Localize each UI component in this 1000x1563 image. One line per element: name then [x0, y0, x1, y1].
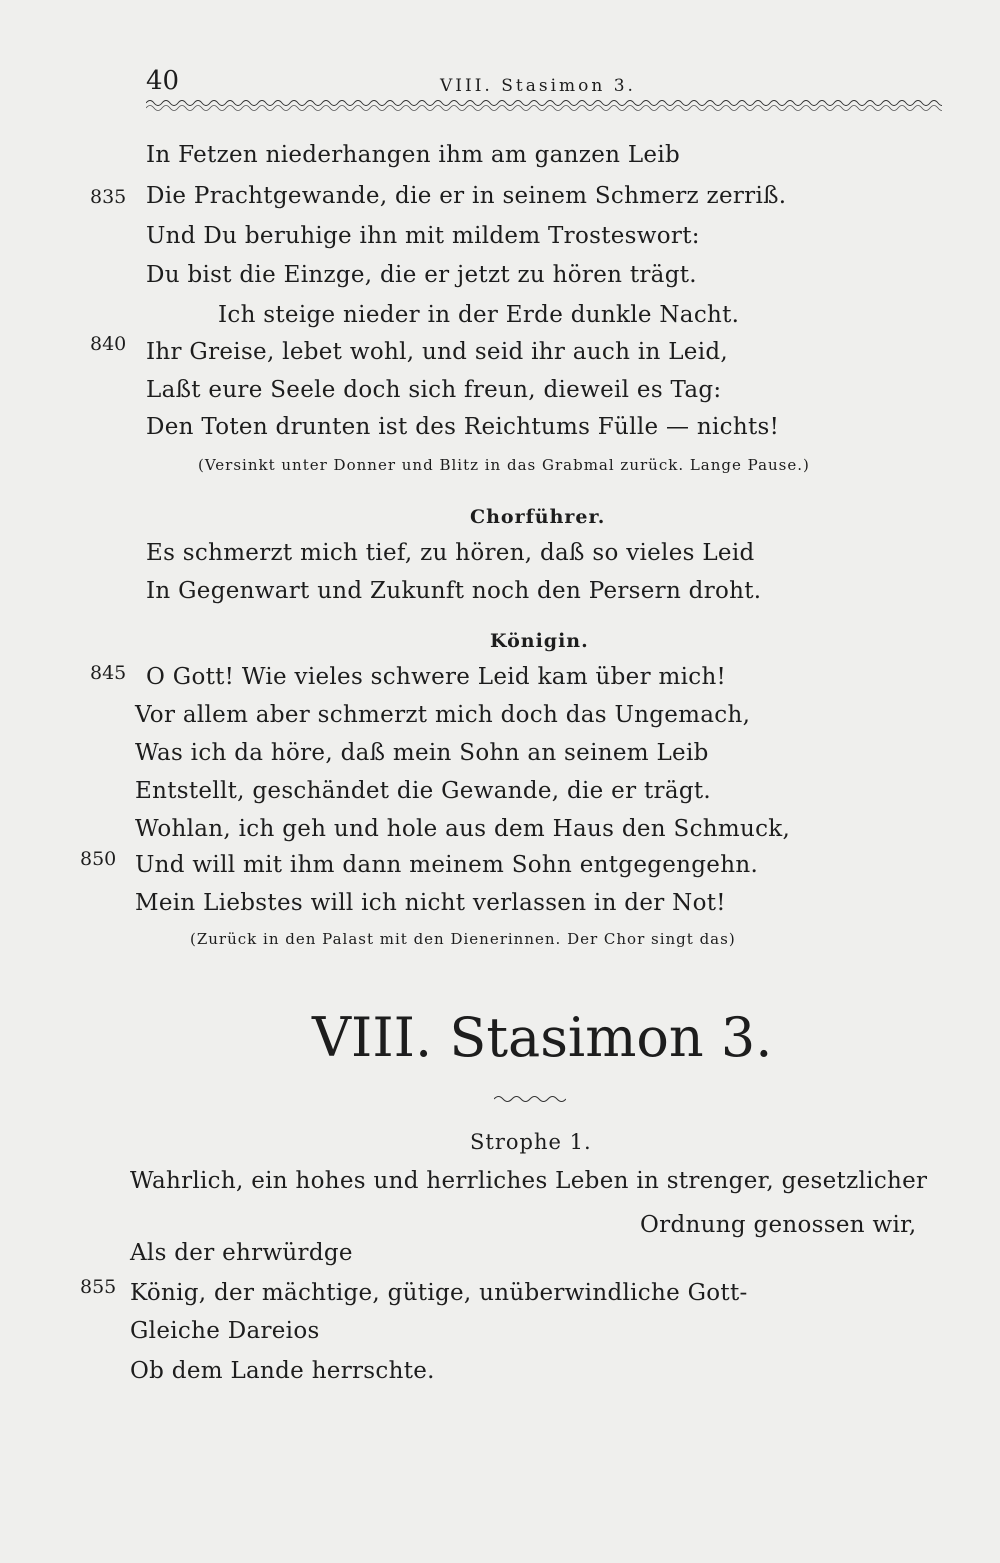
- speaker-heading: Chorführer.: [470, 506, 606, 528]
- verse-line: Du bist die Einzge, die er jetzt zu hören trägt.: [146, 262, 697, 288]
- section-title: VIII. Stasimon 3.: [312, 1006, 773, 1069]
- speaker-heading: Königin.: [490, 630, 589, 652]
- verse-line: Die Prachtgewande, die er in seinem Schmerz zerriß.: [146, 183, 787, 209]
- verse-line: Den Toten drunten ist des Reichtums Fülle — nichts!: [146, 414, 780, 440]
- verse-line: Und will mit ihm dann meinem Sohn entgegengehn.: [135, 852, 759, 878]
- strophe-heading: Strophe 1.: [470, 1130, 592, 1154]
- verse-line: Entstellt, geschändet die Gewande, die er trägt.: [135, 778, 712, 804]
- stage-direction: (Versinkt unter Donner und Blitz in das Grabmal zurück. Lange Pause.): [198, 456, 810, 474]
- wavy-ornament: [494, 1094, 566, 1104]
- verse-line: Gleiche Dareios: [130, 1318, 320, 1344]
- verse-line: Ihr Greise, lebet wohl, und seid ihr auch in Leid,: [146, 339, 728, 365]
- stage-direction: (Zurück in den Palast mit den Dienerinnen. Der Chor singt das): [190, 930, 736, 948]
- verse-line: Es schmerzt mich tief, zu hören, daß so vieles Leid: [146, 540, 755, 566]
- verse-line: Ob dem Lande herrschte.: [130, 1358, 435, 1384]
- verse-line: In Gegenwart und Zukunft noch den Persern droht.: [146, 578, 762, 604]
- line-number: 835: [90, 186, 127, 208]
- line-number: 850: [80, 848, 117, 870]
- line-number: 855: [80, 1276, 117, 1298]
- verse-line: Wohlan, ich geh und hole aus dem Haus den Schmuck,: [135, 816, 791, 842]
- verse-line: Und Du beruhige ihn mit mildem Trosteswort:: [146, 223, 700, 249]
- verse-line: In Fetzen niederhangen ihm am ganzen Leib: [146, 142, 681, 168]
- verse-line: Laßt eure Seele doch sich freun, dieweil es Tag:: [146, 377, 722, 403]
- verse-line-continuation: Ordnung genossen wir,: [640, 1212, 917, 1238]
- verse-line: Wahrlich, ein hohes und herrliches Leben in strenger, gesetzlicher: [130, 1168, 928, 1194]
- verse-line: Als der ehrwürdge: [130, 1240, 353, 1266]
- verse-line: Mein Liebstes will ich nicht verlassen in der Not!: [135, 890, 726, 916]
- verse-line: Ich steige nieder in der Erde dunkle Nacht.: [218, 302, 740, 328]
- verse-line: Was ich da höre, daß mein Sohn an seinem Leib: [135, 740, 709, 766]
- wavy-rule-divider: [146, 98, 942, 112]
- page-number: 40: [146, 66, 180, 96]
- verse-line: O Gott! Wie vieles schwere Leid kam über mich!: [146, 664, 727, 690]
- running-title: VIII. Stasimon 3.: [440, 76, 636, 96]
- verse-line: Vor allem aber schmerzt mich doch das Ungemach,: [135, 702, 751, 728]
- line-number: 845: [90, 662, 127, 684]
- line-number: 840: [90, 333, 127, 355]
- verse-line: König, der mächtige, gütige, unüberwindliche Gott-: [130, 1280, 748, 1306]
